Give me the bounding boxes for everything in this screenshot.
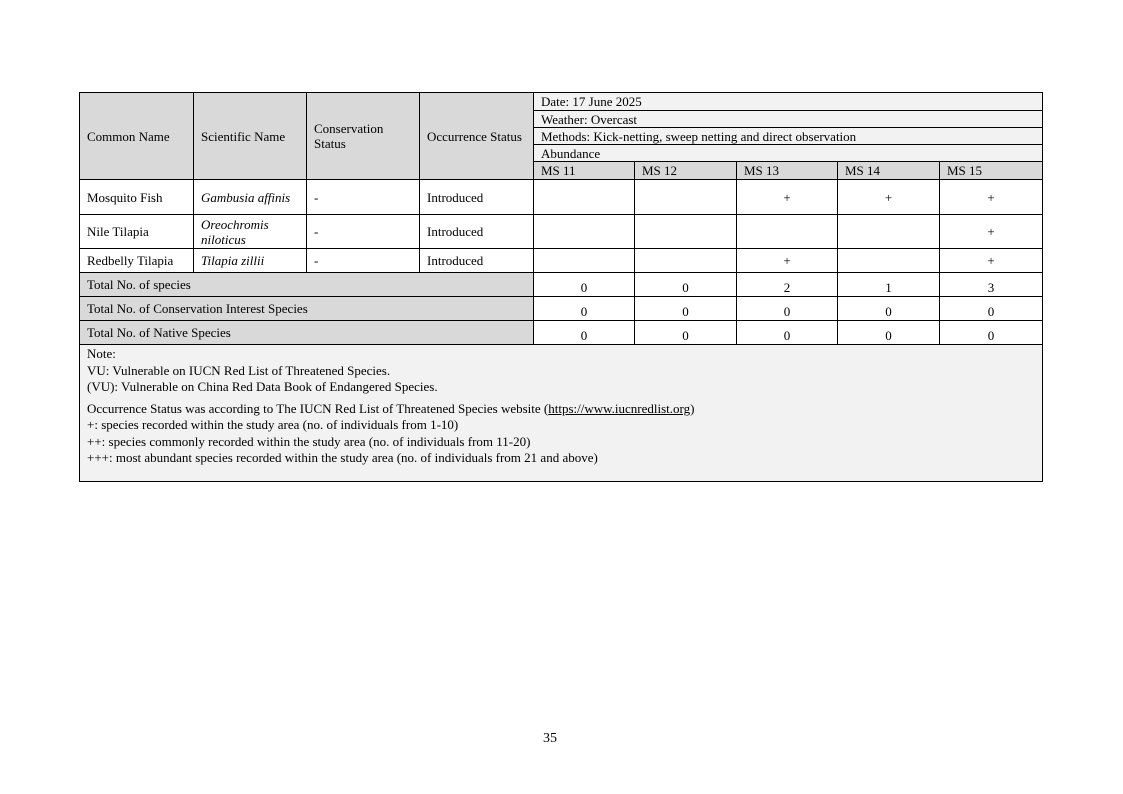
species-row: [80, 180, 1043, 215]
total-value: 0: [737, 297, 838, 321]
note-vu: VU: Vulnerable on IUCN Red List of Threatened Species.: [87, 362, 391, 378]
total-value: 0: [534, 321, 635, 345]
total-value: 0: [635, 321, 737, 345]
totals-label: Total No. of species: [80, 273, 534, 297]
common-name: Mosquito Fish: [80, 180, 194, 215]
site-header: MS 14: [838, 162, 940, 180]
notes-row: [80, 345, 1043, 482]
header-scientific-name: Scientific Name: [194, 93, 307, 180]
site-header: MS 12: [635, 162, 737, 180]
survey-weather: Weather: Overcast: [534, 111, 1043, 128]
total-value: 0: [635, 297, 737, 321]
abundance-cell: +: [940, 215, 1043, 249]
abundance-cell: +: [940, 249, 1043, 273]
survey-date: Date: 17 June 2025: [534, 93, 1043, 111]
header-common-name: Common Name: [80, 93, 194, 180]
occurrence-status: Introduced: [420, 215, 534, 249]
totals-label: Total No. of Native Species: [80, 321, 534, 345]
total-value: 0: [737, 321, 838, 345]
total-value: 3: [940, 273, 1043, 297]
total-value: 0: [838, 321, 940, 345]
totals-row: [80, 273, 1043, 297]
occurrence-status: Introduced: [420, 249, 534, 273]
species-row: [80, 215, 1043, 249]
abundance-cell: [635, 215, 737, 249]
survey-methods: Methods: Kick-netting, sweep netting and direct observation: [534, 128, 1043, 145]
header-conservation-status: Conservation Status: [307, 93, 420, 180]
occurrence-status: Introduced: [420, 180, 534, 215]
abundance-cell: [534, 215, 635, 249]
abundance-cell: +: [737, 180, 838, 215]
abundance-cell: +: [940, 180, 1043, 215]
common-name: Nile Tilapia: [80, 215, 194, 249]
note-plus1: +: species recorded within the study area (no. of individuals from 1-10): [87, 417, 459, 432]
total-value: 0: [534, 297, 635, 321]
total-value: 0: [838, 297, 940, 321]
iucn-link[interactable]: https://www.iucnredlist.org: [548, 400, 691, 416]
abundance-cell: [635, 180, 737, 215]
note-occurrence: Occurrence Status was according to The IUCN Red List of Threatened Species website (https://www.iucnredlist.org): [87, 400, 695, 416]
abundance-cell: [534, 180, 635, 215]
site-header: MS 11: [534, 162, 635, 180]
page-number: 35: [543, 731, 557, 746]
species-survey-table: [79, 92, 1043, 482]
scientific-name: Oreochromis niloticus: [194, 215, 307, 249]
totals-row: [80, 321, 1043, 345]
site-header: MS 13: [737, 162, 838, 180]
site-header: MS 15: [940, 162, 1043, 180]
species-row: [80, 249, 1043, 273]
scientific-name: Tilapia zillii: [194, 249, 307, 273]
total-value: 0: [534, 273, 635, 297]
total-value: 1: [838, 273, 940, 297]
abundance-cell: [635, 249, 737, 273]
total-value: 2: [737, 273, 838, 297]
notes-title: Note:: [87, 346, 116, 361]
abundance-cell: [737, 215, 838, 249]
common-name: Redbelly Tilapia: [80, 249, 194, 273]
totals-label: Total No. of Conservation Interest Species: [80, 297, 534, 321]
header-occurrence-status: Occurrence Status: [420, 93, 534, 180]
notes: [80, 345, 1043, 482]
abundance-cell: +: [737, 249, 838, 273]
abundance-cell: [838, 249, 940, 273]
scientific-name: Gambusia affinis: [194, 180, 307, 215]
conservation-status: -: [307, 249, 420, 273]
total-value: 0: [940, 297, 1043, 321]
totals-row: [80, 297, 1043, 321]
total-value: 0: [635, 273, 737, 297]
total-value: 0: [940, 321, 1043, 345]
conservation-status: -: [307, 180, 420, 215]
abundance-cell: [534, 249, 635, 273]
abundance-cell: [838, 215, 940, 249]
abundance-cell: +: [838, 180, 940, 215]
abundance-heading: Abundance: [534, 145, 1043, 162]
note-vu-china: (VU): Vulnerable on China Red Data Book of Endangered Species.: [87, 379, 438, 394]
note-plus3: +++: most abundant species recorded within the study area (no. of individuals from 21 and above): [87, 450, 598, 465]
conservation-status: -: [307, 215, 420, 249]
note-plus2: ++: species commonly recorded within the study area (no. of individuals from 11-20): [87, 433, 531, 449]
